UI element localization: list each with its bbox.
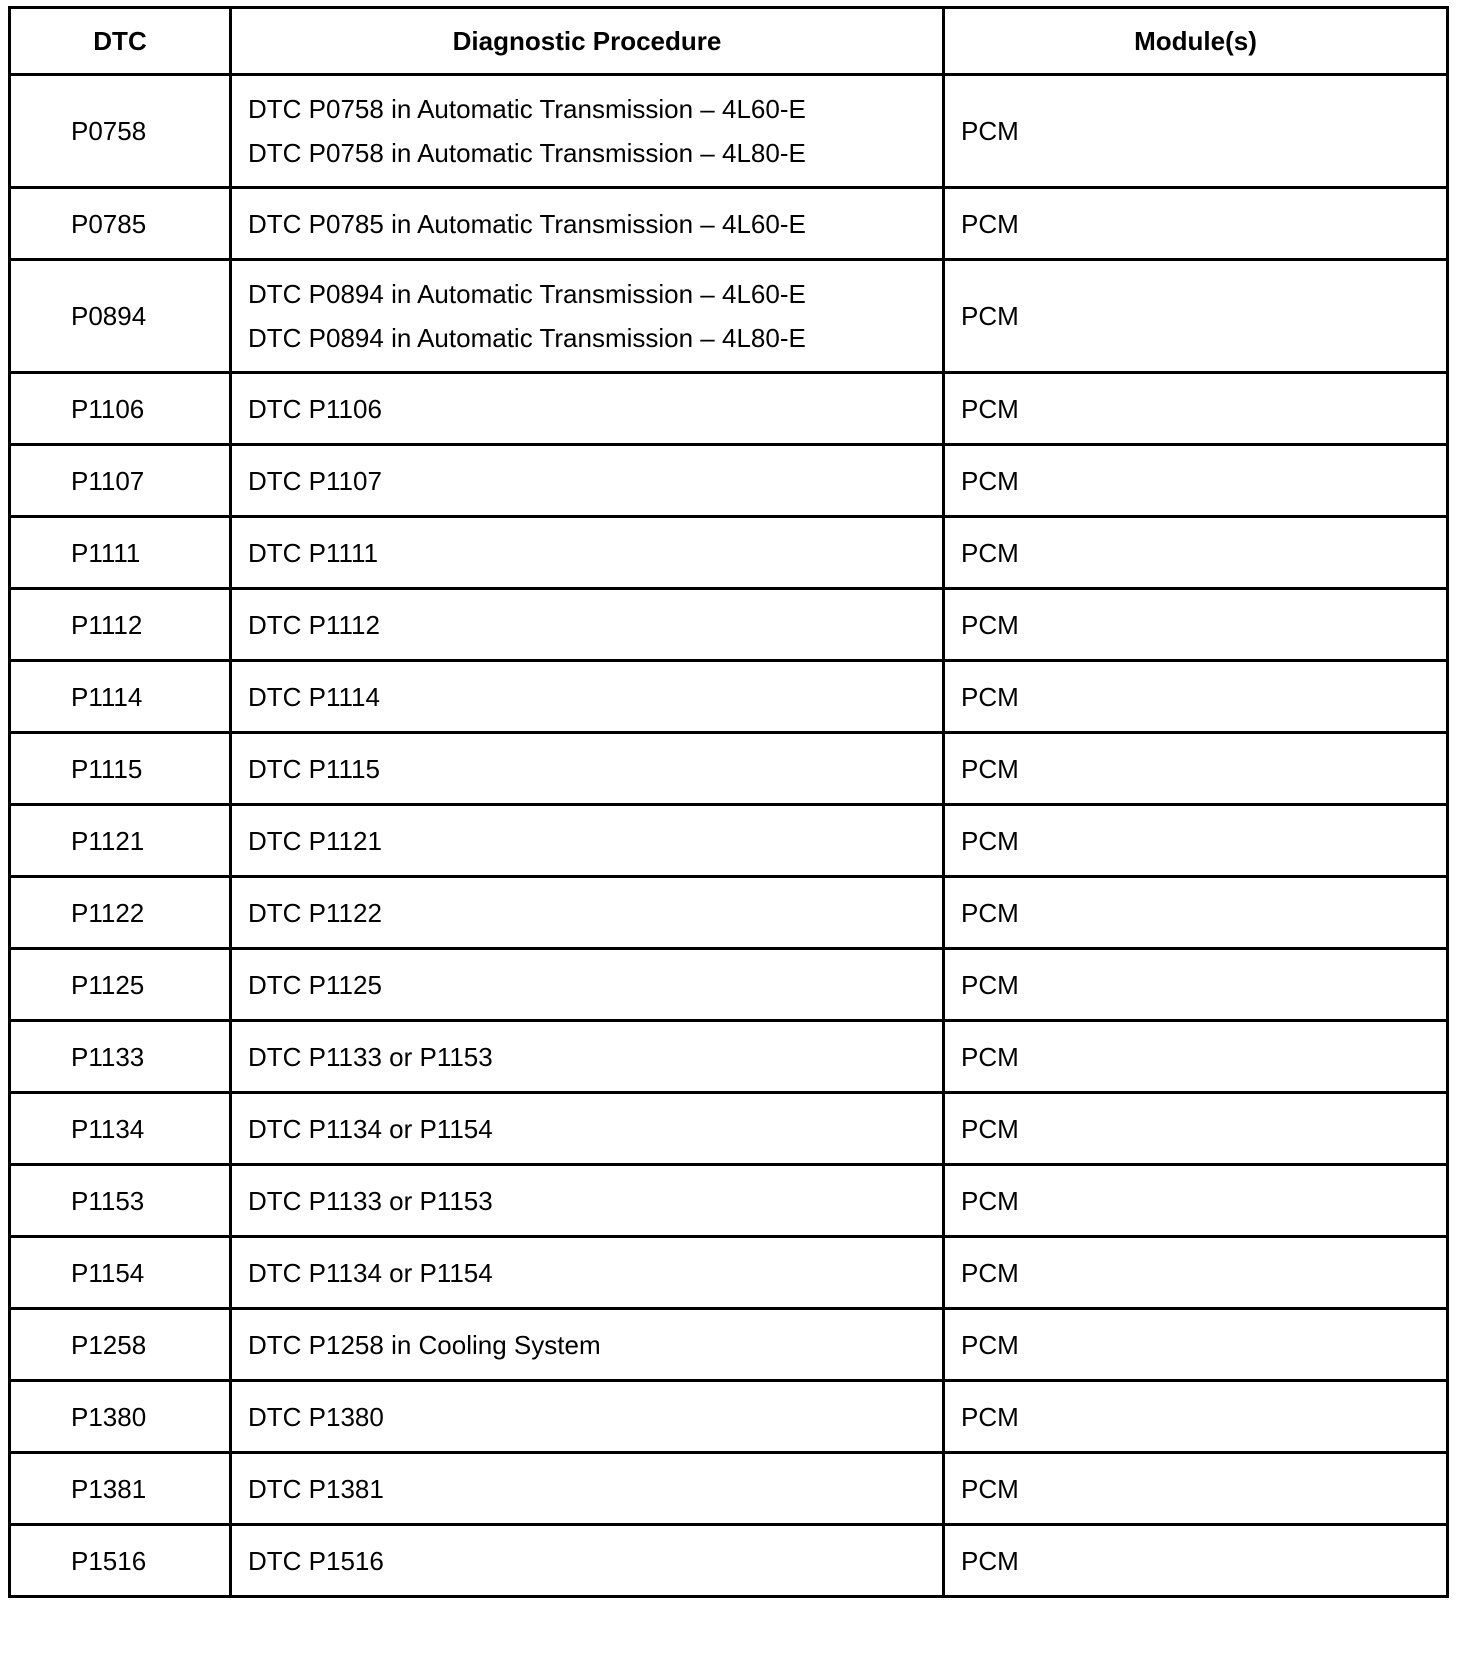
dtc-code-cell: P0894 [10,260,231,373]
table-row [10,1093,1448,1165]
dtc-code-cell: P1111 [10,517,231,589]
header-modules: Module(s) [944,8,1448,75]
procedure-link[interactable]: DTC P1134 or P1154 [248,1257,493,1288]
table-row [10,373,1448,445]
dtc-code-cell: P1133 [10,1021,231,1093]
dtc-code-cell: P1258 [10,1309,231,1381]
dtc-code-cell: P1516 [10,1525,231,1597]
table-row [10,805,1448,877]
procedure-link[interactable]: DTC P0758 in Automatic Transmission – 4L80-E [248,138,806,168]
diagnostic-procedure-cell [231,661,944,733]
dtc-code-cell: P1115 [10,733,231,805]
procedure-link[interactable]: DTC P0894 in Automatic Transmission – 4L80-E [248,323,806,353]
module-cell: PCM [944,949,1448,1021]
table-row [10,1237,1448,1309]
procedure-link[interactable]: DTC P1122 [248,897,382,928]
table-row [10,1165,1448,1237]
diagnostic-procedure-cell [231,1309,944,1381]
diagnostic-procedure-cell [231,75,944,188]
dtc-code-cell: P1380 [10,1381,231,1453]
module-cell: PCM [944,1237,1448,1309]
table-row [10,1525,1448,1597]
dtc-code-cell: P1106 [10,373,231,445]
diagnostic-procedure-cell [231,1525,944,1597]
dtc-code-cell: P0785 [10,188,231,260]
diagnostic-procedure-cell [231,373,944,445]
dtc-code-cell: P1114 [10,661,231,733]
procedure-link[interactable]: DTC P1516 [248,1545,384,1576]
module-cell: PCM [944,445,1448,517]
module-cell: PCM [944,75,1448,188]
table-header [10,8,1448,75]
table-row [10,260,1448,373]
module-cell: PCM [944,733,1448,805]
module-cell: PCM [944,877,1448,949]
module-cell: PCM [944,1525,1448,1597]
dtc-code-cell: P0758 [10,75,231,188]
procedure-link[interactable]: DTC P1380 [248,1401,384,1432]
module-cell: PCM [944,589,1448,661]
module-cell: PCM [944,1093,1448,1165]
module-cell: PCM [944,260,1448,373]
table-row [10,188,1448,260]
diagnostic-procedure-cell [231,517,944,589]
procedure-link[interactable]: DTC P1381 [248,1473,384,1504]
procedure-link[interactable]: DTC P1112 [248,609,380,640]
dtc-code-cell: P1125 [10,949,231,1021]
procedure-link[interactable]: DTC P1115 [248,753,380,784]
table-row [10,1381,1448,1453]
procedure-link[interactable]: DTC P1114 [248,681,380,712]
procedure-link[interactable]: DTC P1106 [248,393,382,424]
header-diagnostic-procedure: Diagnostic Procedure [231,8,944,75]
procedure-link[interactable]: DTC P0894 in Automatic Transmission – 4L60-E [248,279,806,309]
module-cell: PCM [944,661,1448,733]
table-row [10,517,1448,589]
procedure-link[interactable]: DTC P1125 [248,969,382,1000]
table-row [10,75,1448,188]
dtc-code-cell: P1381 [10,1453,231,1525]
procedure-link[interactable]: DTC P1121 [248,825,382,856]
procedure-link[interactable]: DTC P0785 in Automatic Transmission – 4L60-E [248,208,806,239]
table-row [10,733,1448,805]
diagnostic-procedure-cell [231,589,944,661]
diagnostic-procedure-cell [231,1453,944,1525]
diagnostic-procedure-cell [231,1237,944,1309]
table-row [10,661,1448,733]
module-cell: PCM [944,517,1448,589]
diagnostic-procedure-cell [231,445,944,517]
table-row [10,445,1448,517]
dtc-code-cell: P1121 [10,805,231,877]
diagnostic-procedure-cell [231,877,944,949]
module-cell: PCM [944,1453,1448,1525]
table-row [10,589,1448,661]
table-row [10,877,1448,949]
table-row [10,1453,1448,1525]
module-cell: PCM [944,373,1448,445]
procedure-link[interactable]: DTC P1133 or P1153 [248,1041,493,1072]
procedure-link[interactable]: DTC P0758 in Automatic Transmission – 4L60-E [248,94,806,124]
procedure-link[interactable]: DTC P1107 [248,465,382,496]
module-cell: PCM [944,1381,1448,1453]
procedure-link[interactable]: DTC P1111 [248,537,379,568]
module-cell: PCM [944,1309,1448,1381]
diagnostic-procedure-cell [231,1021,944,1093]
diagnostic-procedure-cell [231,1381,944,1453]
diagnostic-procedure-cell [231,260,944,373]
dtc-code-cell: P1154 [10,1237,231,1309]
diagnostic-procedure-cell [231,805,944,877]
table-row [10,1309,1448,1381]
diagnostic-procedure-cell [231,1093,944,1165]
procedure-link[interactable]: DTC P1134 or P1154 [248,1113,493,1144]
dtc-code-cell: P1122 [10,877,231,949]
diagnostic-procedure-cell [231,949,944,1021]
dtc-code-cell: P1112 [10,589,231,661]
procedure-link[interactable]: DTC P1258 in Cooling System [248,1329,601,1360]
diagnostic-procedure-cell [231,188,944,260]
table-body [10,75,1448,1597]
procedure-link[interactable]: DTC P1133 or P1153 [248,1185,493,1216]
header-dtc: DTC [10,8,231,75]
table-row [10,1021,1448,1093]
dtc-code-cell: P1153 [10,1165,231,1237]
module-cell: PCM [944,1165,1448,1237]
diagnostic-procedure-cell [231,733,944,805]
dtc-code-cell: P1107 [10,445,231,517]
dtc-code-cell: P1134 [10,1093,231,1165]
header-row [10,8,1448,75]
diagnostic-procedure-cell [231,1165,944,1237]
module-cell: PCM [944,188,1448,260]
dtc-table [8,6,1449,1598]
module-cell: PCM [944,1021,1448,1093]
table-row [10,949,1448,1021]
module-cell: PCM [944,805,1448,877]
